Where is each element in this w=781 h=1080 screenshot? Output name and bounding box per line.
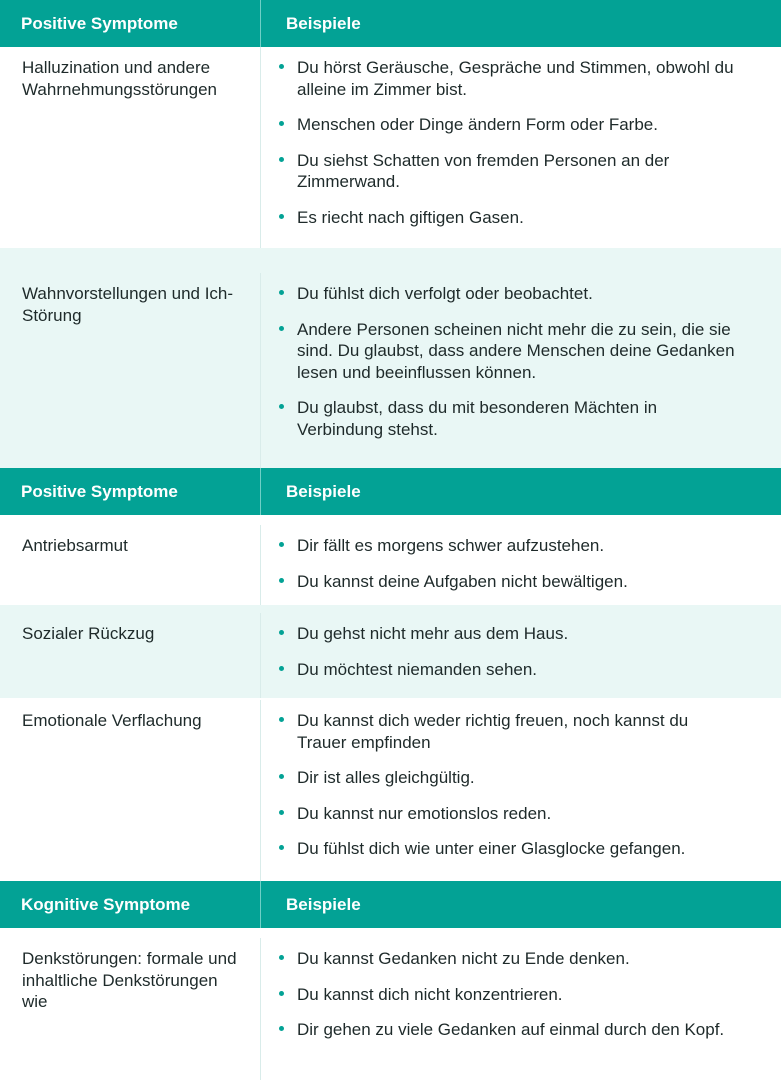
examples-cell	[261, 273, 781, 468]
examples-cell	[261, 613, 781, 698]
table-row	[0, 248, 781, 468]
symptom-cell: Halluzination und andere Wahrnehmungsstörungen	[0, 47, 261, 248]
example-item: Andere Personen scheinen nicht mehr die zu sein, die sie sind. Du glaubst, dass andere Menschen deine Gedanken lesen und beeinflussen können.	[297, 319, 741, 384]
header-symptoms-label: Positive Symptome	[0, 0, 261, 47]
example-item: Du glaubst, dass du mit besonderen Mächten in Verbindung stehst.	[297, 397, 741, 440]
example-item: Dir fällt es morgens schwer aufzustehen.	[297, 535, 741, 557]
section-header-cognitive	[0, 881, 781, 928]
example-item: Dir ist alles gleichgültig.	[297, 767, 741, 789]
example-item: Du siehst Schatten von fremden Personen an der Zimmerwand.	[297, 150, 741, 193]
header-symptoms-label: Positive Symptome	[0, 468, 261, 515]
example-item: Es riecht nach giftigen Gasen.	[297, 207, 741, 229]
example-item: Du kannst nur emotionslos reden.	[297, 803, 741, 825]
table-row	[0, 515, 781, 605]
symptom-cell: Antriebsarmut	[0, 525, 261, 605]
example-item: Du fühlst dich wie unter einer Glasglocke gefangen.	[297, 838, 741, 860]
example-item: Du hörst Geräusche, Gespräche und Stimmen, obwohl du alleine im Zimmer bist.	[297, 57, 741, 100]
table-row	[0, 928, 781, 1080]
header-examples-label: Beispiele	[286, 481, 361, 501]
symptom-cell: Denkstörungen: formale und inhaltliche Denkstörungen wie	[0, 938, 261, 1080]
example-item: Dir gehen zu viele Gedanken auf einmal durch den Kopf.	[297, 1019, 741, 1041]
examples-cell	[261, 938, 781, 1080]
symptom-cell: Emotionale Verflachung	[0, 700, 261, 881]
example-item: Du kannst dich nicht konzentrieren.	[297, 984, 741, 1006]
example-item: Du möchtest niemanden sehen.	[297, 659, 741, 681]
section-header-positive-1	[0, 0, 781, 47]
example-item: Du gehst nicht mehr aus dem Haus.	[297, 623, 741, 645]
section-header-positive-2	[0, 468, 781, 515]
header-examples-label: Beispiele	[286, 13, 361, 33]
header-examples-label: Beispiele	[286, 894, 361, 914]
table-row	[0, 698, 781, 881]
symptom-cell: Sozialer Rückzug	[0, 613, 261, 698]
example-item: Menschen oder Dinge ändern Form oder Farbe.	[297, 114, 741, 136]
examples-cell	[261, 525, 781, 605]
table-row	[0, 47, 781, 248]
example-item: Du kannst dich weder richtig freuen, noch kannst du Trauer empfinden	[297, 710, 741, 753]
example-item: Du kannst deine Aufgaben nicht bewältigen.	[297, 571, 741, 593]
table-row	[0, 605, 781, 698]
header-symptoms-label: Kognitive Symptome	[0, 881, 261, 928]
examples-cell	[261, 47, 781, 248]
examples-cell	[261, 700, 781, 881]
symptom-cell: Wahnvorstellungen und Ich-Störung	[0, 273, 261, 468]
example-item: Du kannst Gedanken nicht zu Ende denken.	[297, 948, 741, 970]
example-item: Du fühlst dich verfolgt oder beobachtet.	[297, 283, 741, 305]
